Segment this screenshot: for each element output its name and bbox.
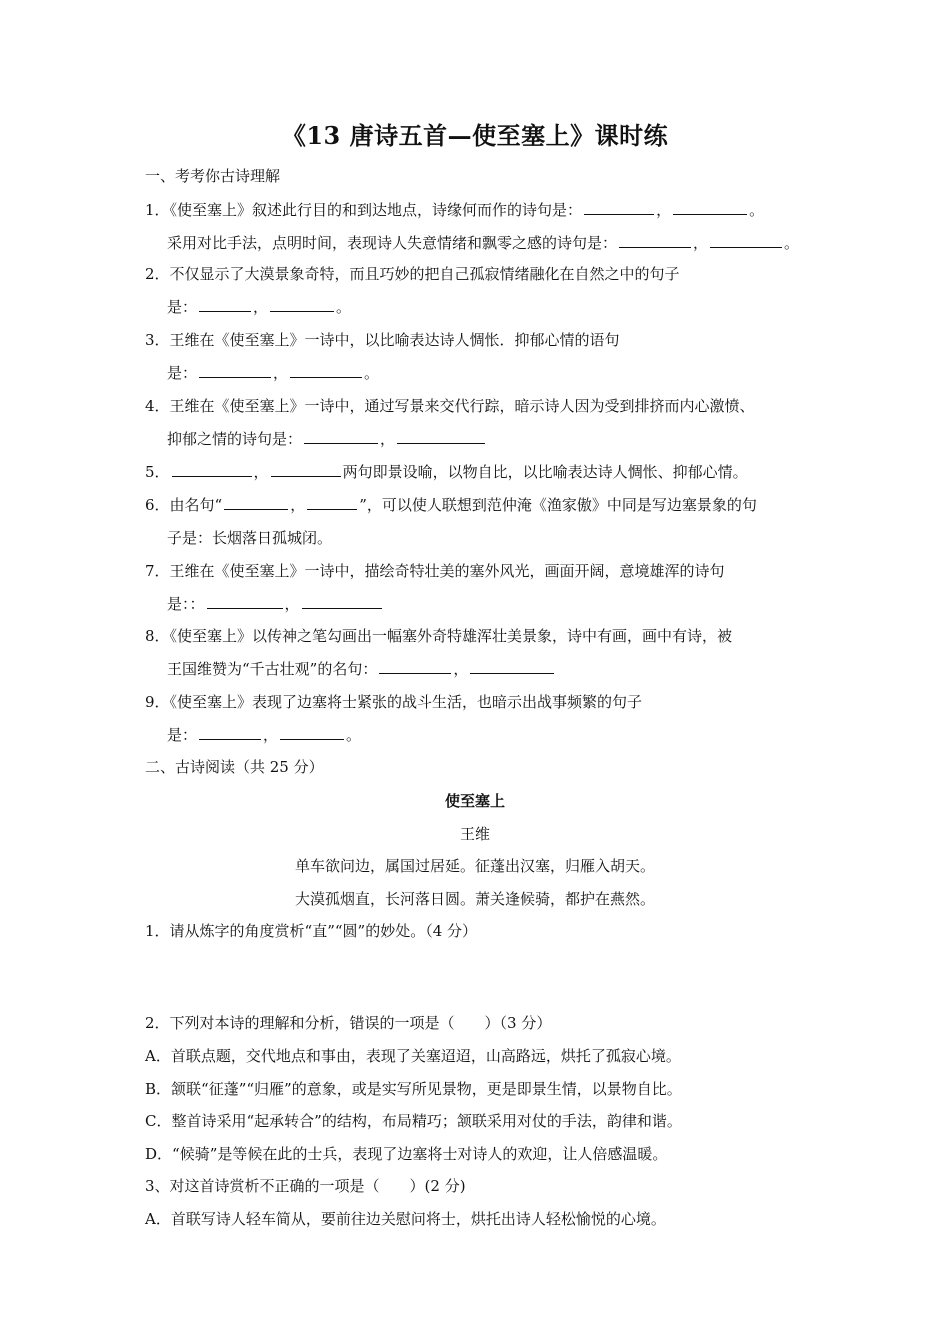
question-6-line-1: 6．由名句“ ， ”，可以使人联想到范仲淹《渔家傲》中同是写边塞景象的句 [145, 496, 757, 514]
section1-heading: 一、考考你古诗理解 [145, 167, 281, 185]
answer-blank[interactable] [397, 429, 485, 444]
q2-option-c[interactable]: C．整首诗采用“起承转合”的结构，布局精巧；颔联采用对仗的手法，韵律和谐。 [145, 1112, 682, 1130]
reading-question-3: 3、对这首诗赏析不正确的一项是（ ）(2 分) [145, 1177, 466, 1195]
question-3-line-2: 是： ， 。 [167, 364, 380, 382]
page-title: 《13 唐诗五首—使至塞上》课时练 [281, 121, 669, 150]
answer-blank[interactable] [302, 594, 382, 609]
question-8-line-1: 8．《使至塞上》以传神之笔勾画出一幅塞外奇特雄浑壮美景象，诗中有画，画中有诗，被 [145, 627, 733, 645]
question-8-line-2: 王国维赞为“千古壮观”的名句： ， [167, 659, 556, 679]
reading-question-1: 1．请从炼字的角度赏析“直”“圆”的妙处。（4 分） [145, 922, 478, 940]
poem-title: 使至塞上 [444, 792, 505, 810]
answer-blank[interactable] [224, 495, 288, 510]
answer-blank[interactable] [207, 594, 283, 609]
answer-blank[interactable] [710, 233, 782, 248]
answer-blank[interactable] [199, 297, 251, 312]
answer-blank[interactable] [270, 297, 334, 312]
question-9-line-2: 是： ， 。 [167, 726, 362, 744]
q3-option-a[interactable]: A．首联写诗人轻车简从，要前往边关慰问将士，烘托出诗人轻松愉悦的心境。 [145, 1210, 666, 1228]
poem-line-1: 单车欲问边，属国过居延。征蓬出汉塞，归雁入胡天。 [294, 857, 655, 875]
answer-blank[interactable] [172, 462, 252, 477]
poem-author: 王维 [459, 825, 490, 843]
question-6-line-2: 子是：长烟落日孤城闭。 [167, 529, 333, 547]
question-7-line-2: 是：： ， [167, 594, 384, 614]
question-1-line-2: 采用对比手法，点明时间，表现诗人失意情绪和飘零之感的诗句是： ， 。 [167, 234, 800, 252]
answer-blank[interactable] [379, 659, 451, 674]
section2-heading: 二、古诗阅读（共 25 分） [145, 758, 324, 776]
reading-question-2: 2．下列对本诗的理解和分析，错误的一项是（ ）（3 分） [145, 1014, 552, 1032]
question-1-line-1: 1．《使至塞上》叙述此行目的和到达地点，诗缘何而作的诗句是： ， 。 [145, 201, 765, 219]
answer-blank[interactable] [470, 659, 554, 674]
question-2-line-2: 是： ， 。 [167, 298, 352, 316]
question-5-line-1: 5． ， 两句即景设喻，以物自比，以比喻表达诗人惆怅、抑郁心情。 [145, 463, 748, 481]
answer-blank[interactable] [290, 363, 362, 378]
question-9-line-1: 9．《使至塞上》表现了边塞将士紧张的战斗生活，也暗示出战事频繁的句子 [145, 693, 643, 711]
q2-option-d[interactable]: D．“候骑”是等候在此的士兵，表现了边塞将士对诗人的欢迎，让人倍感温暖。 [145, 1145, 668, 1163]
q2-option-b[interactable]: B．颔联“征蓬”“归雁”的意象，或是实写所见景物，更是即景生情，以景物自比。 [145, 1080, 682, 1098]
q2-option-a[interactable]: A．首联点题，交代地点和事由，表现了关塞迢迢，山高路远，烘托了孤寂心境。 [145, 1047, 681, 1065]
poem-line-2: 大漠孤烟直，长河落日圆。萧关逢候骑，都护在燕然。 [294, 890, 655, 908]
question-4-line-1: 4．王维在《使至塞上》一诗中，通过写景来交代行踪，暗示诗人因为受到排挤而内心激愤、 [145, 397, 755, 415]
answer-blank[interactable] [199, 725, 261, 740]
answer-blank[interactable] [619, 233, 691, 248]
answer-blank[interactable] [280, 725, 344, 740]
answer-blank[interactable] [307, 495, 357, 510]
answer-blank[interactable] [673, 200, 747, 215]
answer-blank[interactable] [199, 363, 271, 378]
question-2-line-1: 2．不仅显示了大漠景象奇特，而且巧妙的把自己孤寂情绪融化在自然之中的句子 [145, 265, 680, 283]
question-4-line-2: 抑郁之情的诗句是： ， [167, 429, 487, 449]
question-7-line-1: 7．王维在《使至塞上》一诗中，描绘奇特壮美的塞外风光，画面开阔，意境雄浑的诗句 [145, 562, 725, 580]
answer-blank[interactable] [304, 429, 378, 444]
answer-blank[interactable] [271, 462, 341, 477]
answer-blank[interactable] [584, 200, 654, 215]
question-3-line-1: 3．王维在《使至塞上》一诗中，以比喻表达诗人惆怅．抑郁心情的语句 [145, 331, 620, 349]
